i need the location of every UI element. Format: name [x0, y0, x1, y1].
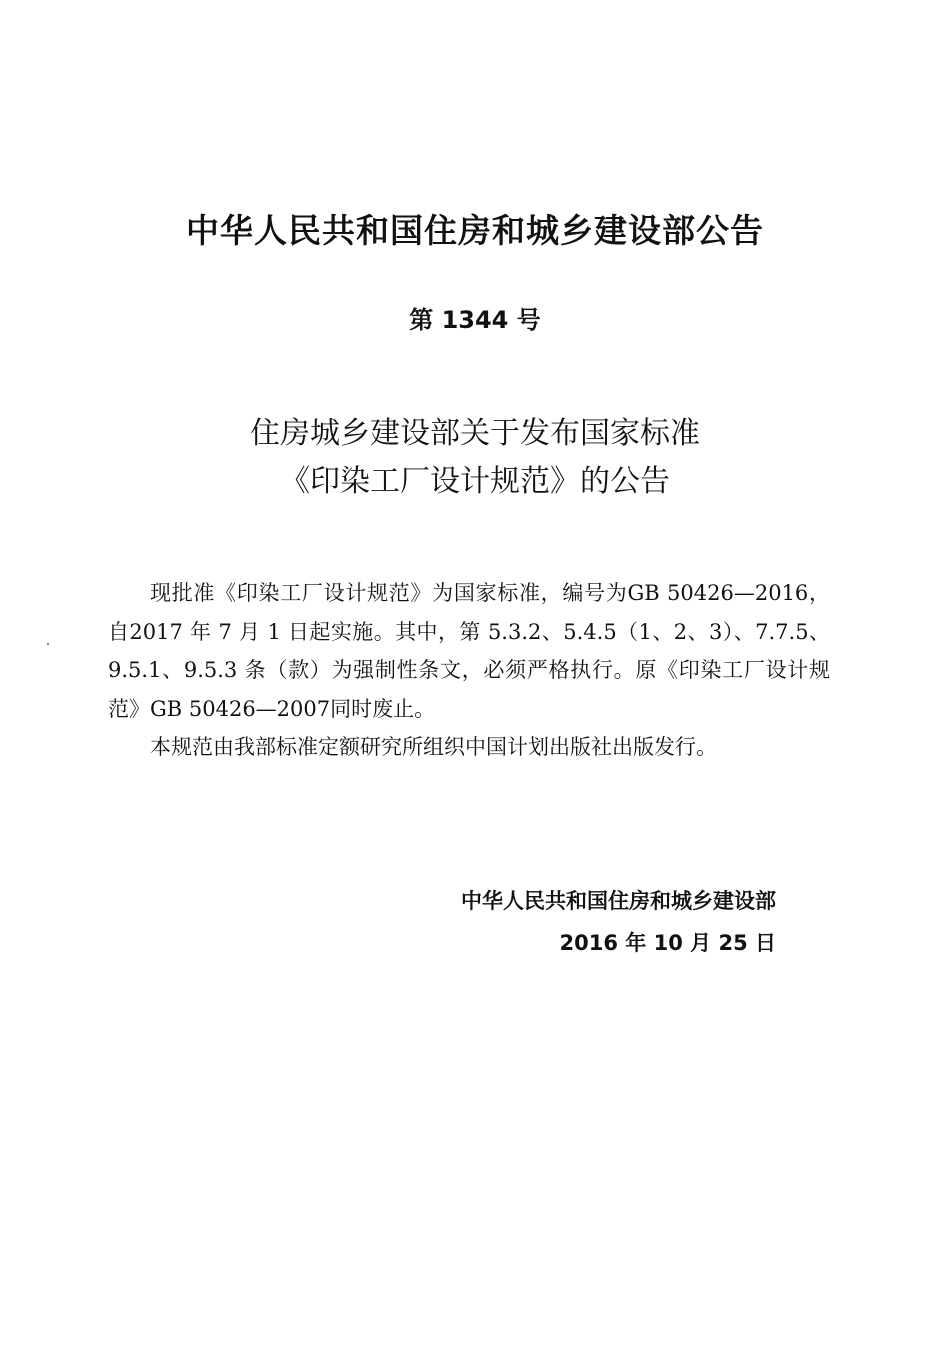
body-paragraph-1: 现批准《印染工厂设计规范》为国家标准，编号为GB 50426—2016，自2017 年 7 月 1 日起实施。其中，第 5.3.2、5.4.5（1、2、3）、7.7.5、9.5.1、9.5.3 条（款）为强制性条文，必须严格执行。原《印染工厂设计规范》GB 50426—2007同时废止。 [108, 581, 830, 721]
announcement-body [108, 574, 830, 767]
scan-speck [47, 643, 49, 645]
body-paragraph-2: 本规范由我部标准定额研究所组织中国计划出版社出版发行。 [150, 735, 717, 759]
issuer-name: 中华人民共和国住房和城乡建设部 [461, 889, 776, 913]
issue-date: 2016 年 10 月 25 日 [559, 931, 776, 955]
announcement-subtitle [0, 410, 950, 506]
subtitle-line-2: 《印染工厂设计规范》的公告 [280, 464, 670, 499]
notice-number: 第 1344 号 [409, 306, 541, 334]
subtitle-line-1: 住房城乡建设部关于发布国家标准 [250, 416, 700, 451]
page-title: 中华人民共和国住房和城乡建设部公告 [186, 211, 764, 250]
signature-block [461, 880, 776, 964]
